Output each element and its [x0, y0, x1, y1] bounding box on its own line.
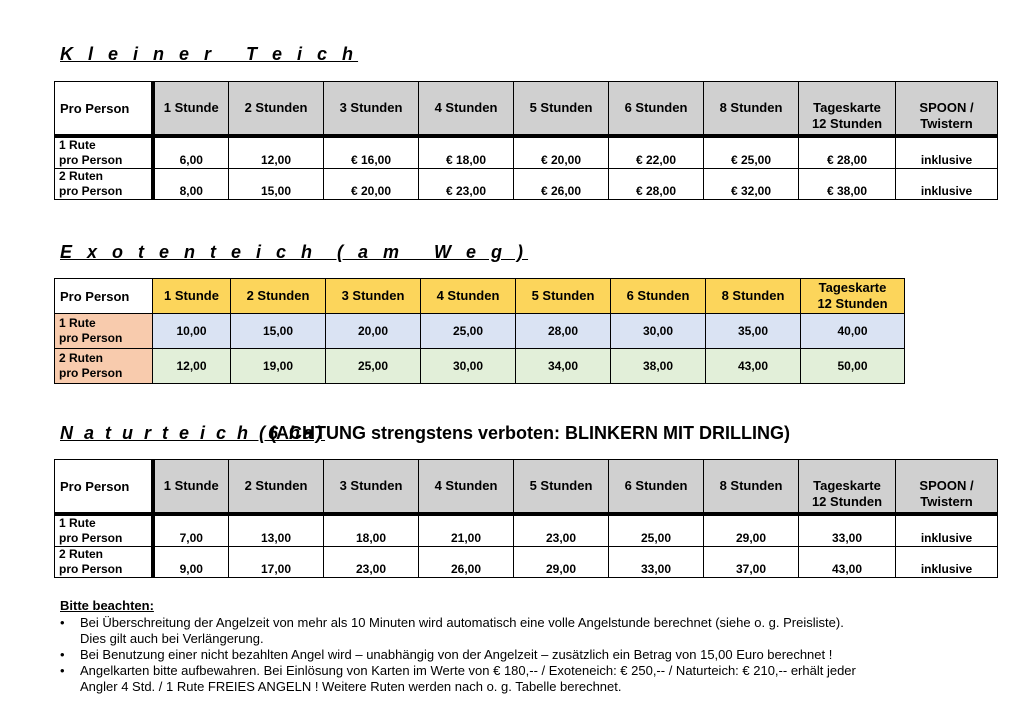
price-table-naturteich [54, 459, 998, 578]
table-cell: € 32,00 [704, 169, 799, 200]
table-cell: 23,00 [324, 547, 419, 578]
section-title-exotenteich: E x o t e n t e i c h ( a m W e g ) [60, 242, 529, 262]
table-header-row [55, 82, 998, 137]
table-cell: 25,00 [421, 314, 516, 349]
table-cell: 8,00 [153, 169, 229, 200]
table-row [55, 349, 905, 384]
row-label: 1 Rute pro Person [55, 136, 153, 169]
table-cell: 12,00 [153, 349, 231, 384]
list-item: • Angelkarten bitte aufbewahren. Bei Einlösung von Karten im Werte von € 180,-- / Exoteneich: € 250,-- / Naturteich: € 210,-- erhält jeder Angler 4 Std. / 1 Rute FREIES ANGELN ! Weitere Ruten werden nach o. g. Tabelle berechnet. [60, 663, 856, 694]
table-cell: 34,00 [516, 349, 611, 384]
col-header: 3 Stunden [324, 460, 419, 515]
col-header: 2 Stunden [229, 82, 324, 137]
table-cell: 18,00 [324, 514, 419, 547]
table-row [55, 136, 998, 169]
col-header: 6 Stunden [609, 460, 704, 515]
table-cell: inklusive [896, 169, 998, 200]
table-cell: 23,00 [514, 514, 609, 547]
col-header-pro-person: Pro Person [55, 82, 153, 137]
table-cell: 33,00 [609, 547, 704, 578]
table-cell: 40,00 [801, 314, 905, 349]
col-header: 3 Stunden [324, 82, 419, 137]
table-cell: € 28,00 [609, 169, 704, 200]
table-cell: 10,00 [153, 314, 231, 349]
row-label: 2 Ruten pro Person [55, 547, 153, 578]
table-cell: € 28,00 [799, 136, 896, 169]
notes-list [60, 615, 990, 695]
warning-note: (ACHTUNG strengstens verboten: BLINKERN MIT DRILLING) [270, 423, 791, 443]
table-cell: € 16,00 [324, 136, 419, 169]
table-cell: € 26,00 [514, 169, 609, 200]
col-header-spoon: SPOON / Twistern [896, 82, 998, 137]
table-cell: 15,00 [231, 314, 326, 349]
table-cell: € 20,00 [324, 169, 419, 200]
col-header: 1 Stunde [153, 279, 231, 314]
table-cell: inklusive [896, 547, 998, 578]
table-row [55, 314, 905, 349]
row-label: 2 Ruten pro Person [55, 349, 153, 384]
row-label: 1 Rute pro Person [55, 314, 153, 349]
table-cell: 19,00 [231, 349, 326, 384]
section-title-naturteich: N a t u r t e i c h (6 ha) [60, 423, 326, 443]
section-title-kleiner-teich: K l e i n e r T e i c h [60, 44, 359, 64]
price-table-exotenteich [54, 278, 905, 384]
col-header-pro-person: Pro Person [55, 279, 153, 314]
table-cell: 6,00 [153, 136, 229, 169]
col-header: 3 Stunden [326, 279, 421, 314]
bullet-icon: • [60, 615, 65, 630]
bullet-icon: • [60, 663, 65, 678]
col-header: 5 Stunden [516, 279, 611, 314]
col-header-tageskarte: Tageskarte 12 Stunden [801, 279, 905, 314]
table-cell: 43,00 [799, 547, 896, 578]
table-cell: 28,00 [516, 314, 611, 349]
table-cell: 7,00 [153, 514, 229, 547]
table-cell: € 38,00 [799, 169, 896, 200]
col-header: 5 Stunden [514, 460, 609, 515]
table-cell: 12,00 [229, 136, 324, 169]
table-cell: € 22,00 [609, 136, 704, 169]
table-cell: 29,00 [704, 514, 799, 547]
table-cell: 21,00 [419, 514, 514, 547]
col-header: 8 Stunden [704, 82, 799, 137]
col-header: 8 Stunden [704, 460, 799, 515]
table-cell: € 20,00 [514, 136, 609, 169]
col-header: 4 Stunden [419, 460, 514, 515]
table-cell: 50,00 [801, 349, 905, 384]
col-header: 5 Stunden [514, 82, 609, 137]
notes-heading: Bitte beachten: [60, 598, 154, 613]
table-cell: 30,00 [611, 314, 706, 349]
table-cell: 20,00 [326, 314, 421, 349]
table-header-row [55, 279, 905, 314]
list-item: • Bei Benutzung einer nicht bezahlten Angel wird – unabhängig von der Angelzeit – zusätzlich ein Betrag von 15,00 Euro berechnet ! [60, 647, 833, 662]
price-table-kleiner-teich [54, 81, 998, 200]
col-header: 1 Stunde [153, 82, 229, 137]
table-cell: 43,00 [706, 349, 801, 384]
table-cell: 17,00 [229, 547, 324, 578]
table-row [55, 514, 998, 547]
col-header: 4 Stunden [421, 279, 516, 314]
table-cell: € 18,00 [419, 136, 514, 169]
col-header: 6 Stunden [611, 279, 706, 314]
table-cell: € 25,00 [704, 136, 799, 169]
table-cell: 37,00 [704, 547, 799, 578]
table-cell: € 23,00 [419, 169, 514, 200]
row-label: 2 Ruten pro Person [55, 169, 153, 200]
list-item: • Bei Überschreitung der Angelzeit von mehr als 10 Minuten wird automatisch eine volle Angelstunde berechnet (siehe o. g. Preisliste). Dies gilt auch bei Verlängerung. [60, 615, 844, 646]
row-label: 1 Rute pro Person [55, 514, 153, 547]
table-cell: 33,00 [799, 514, 896, 547]
table-row [55, 169, 998, 200]
col-header: 1 Stunde [153, 460, 229, 515]
table-cell: 9,00 [153, 547, 229, 578]
table-cell: 29,00 [514, 547, 609, 578]
col-header-spoon: SPOON / Twistern [896, 460, 998, 515]
table-cell: inklusive [896, 136, 998, 169]
table-row [55, 547, 998, 578]
col-header: 2 Stunden [229, 460, 324, 515]
table-cell: 38,00 [611, 349, 706, 384]
col-header-tageskarte: Tageskarte 12 Stunden [799, 82, 896, 137]
table-cell: 13,00 [229, 514, 324, 547]
table-cell: 25,00 [326, 349, 421, 384]
table-cell: 15,00 [229, 169, 324, 200]
table-cell: 35,00 [706, 314, 801, 349]
table-cell: 25,00 [609, 514, 704, 547]
table-cell: 26,00 [419, 547, 514, 578]
notes-section [60, 598, 990, 695]
col-header: 6 Stunden [609, 82, 704, 137]
col-header-pro-person: Pro Person [55, 460, 153, 515]
table-header-row [55, 460, 998, 515]
col-header-tageskarte: Tageskarte 12 Stunden [799, 460, 896, 515]
table-cell: inklusive [896, 514, 998, 547]
bullet-icon: • [60, 647, 65, 662]
col-header: 2 Stunden [231, 279, 326, 314]
col-header: 4 Stunden [419, 82, 514, 137]
col-header: 8 Stunden [706, 279, 801, 314]
table-cell: 30,00 [421, 349, 516, 384]
